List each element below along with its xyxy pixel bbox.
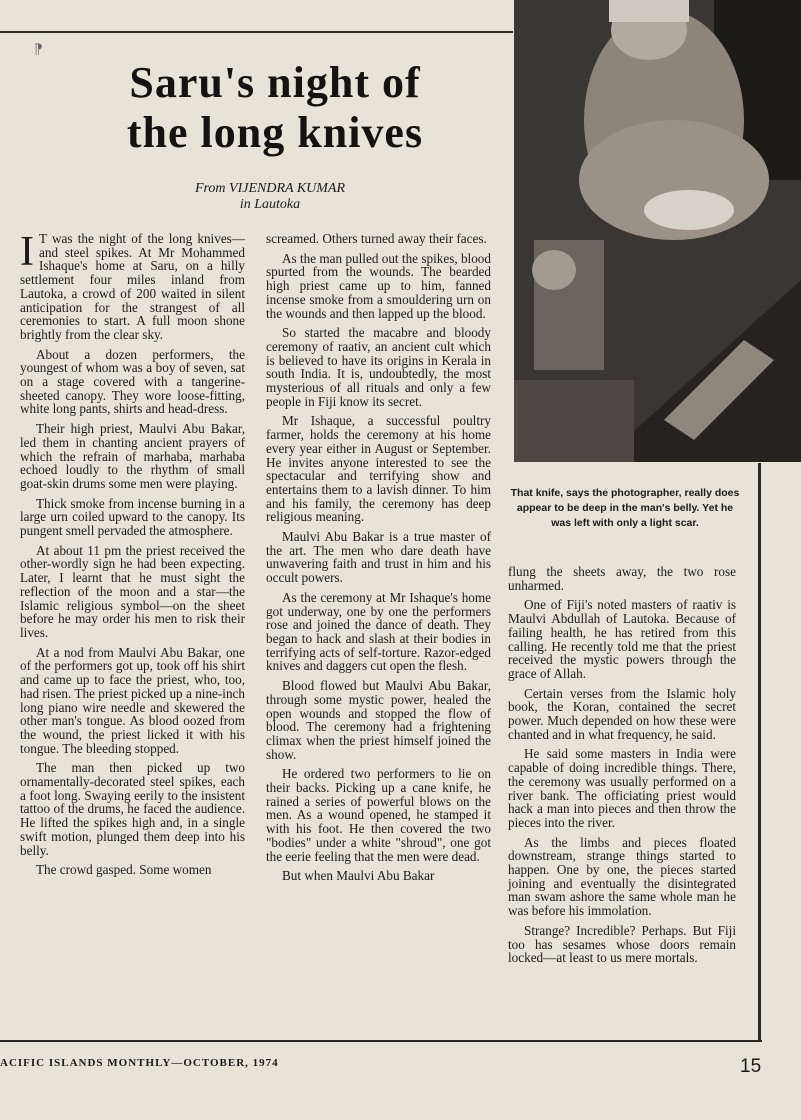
top-rule [0,31,513,33]
paragraph: The crowd gasped. Some women [36,862,212,878]
article-photo [514,0,801,462]
column-3 [508,565,736,971]
byline [160,181,380,213]
byline-place: in Lautoka [239,197,301,212]
column-2 [266,232,491,889]
publication-footer: ACIFIC ISLANDS MONTHLY—OCTOBER, 1974 [0,1057,279,1069]
article-headline [60,58,490,158]
headline-line-2: the long knives [126,108,424,157]
page-number: 15 [740,1056,762,1077]
paragraph: At about 11 pm the priest received the other-wordly sign he had been expecting. Later, I learnt that he must sight the reflection of the moon and a star—the Islamic religious symbol—on the sheet before he may order his men to risk their lives. [20,542,245,640]
paragraph: Their high priest, Maulvi Abu Bakar, led them in chanting ancient prayers of which the refrain of marhaba, marhaba echoed loudly to the rhythm of small goat-skin drums some men were playing. [20,421,245,491]
paragraph: Mr Ishaque, a successful poultry farmer, holds the ceremony at his home every year either in August or September. He invites anyone interested to see the spectacular and terrifying show and entertains them to a lavish dinner. To him and his family, the ceremony has deep religious meaning. [266,413,491,525]
bottom-rule [0,1040,762,1042]
drop-cap: I [20,229,34,275]
paragraph: As the limbs and pieces floated downstream, strange things started to happen. One by one, the pieces started joining and eventually the disintegrated man swam ashore the same whole man he was before his immolation. [508,834,736,919]
paragraph: But when Maulvi Abu Bakar [282,868,435,884]
photo-caption: That knife, says the photographer, really does appear to be deep in the man's belly. Yet he was left with only a light scar. [510,487,740,529]
paragraph: The man then picked up two ornamentally-decorated steel spikes, each a foot long. Swaying eerily to the insistent tattoo of the drums, he faced the audience. He lifted the spikes high and, in a single swift motion, plunged them deep into his belly. [20,760,245,858]
byline-author: From VIJENDRA KUMAR [194,181,346,196]
paragraph: One of Fiji's noted masters of raativ is Maulvi Abdullah of Lautoka. Because of failing health, he has retired from this calling. He recently told me that the priest received the mystic powers through the grace of Allah. [508,597,736,681]
paragraph: screamed. Others turned away their faces. [266,231,487,246]
margin-mark-icon: ⁋ [34,43,43,58]
headline-line-1: Saru's night of [129,58,421,107]
paragraph: He said some masters in India were capable of doing incredible things. There, the ceremony was usually performed on a river bank. The officiating priest would hack a man into pieces and then throw the pieces into the river. [508,746,736,830]
paragraph: At a nod from Maulvi Abu Bakar, one of the performers got up, took off his shirt and came up to face the priest, who, too, had risen. The priest picked up a nine-inch long piano wire needle and skewered the other man's tongue. As blood oozed from the wound, the priest licked it with his tongue. The bleeding stopped. [20,644,245,756]
column-divider [758,463,761,1041]
paragraph: flung the sheets away, the two rose unharmed. [508,564,736,593]
paragraph: About a dozen performers, the youngest of whom was a boy of seven, sat on a stage covered with a tangerine-sheeted canopy. They wore loose-fitting, white long pants, shirts and head-dress. [20,346,245,417]
paragraph: As the ceremony at Mr Ishaque's home got underway, one by one the performers rose and joined the dance of death. They began to hack and slash at their bodies in terrifying acts of self-torture. Razor-edged knives and daggers cut open the flesh. [266,589,491,674]
paragraph: Thick smoke from incense burning in a large urn coiled upward to the canopy. Its pungent smell pervaded the atmosphere. [20,495,245,539]
paragraph: Maulvi Abu Bakar is a true master of the art. The men who dare death have unwavering faith and trust in him and his occult powers. [266,529,491,586]
paragraph: Certain verses from the Islamic holy book, the Koran, contained the secret power. Much depended on how these were chanted and in what frequency, he said. [508,685,736,742]
paragraph: As the man pulled out the spikes, blood spurted from the wounds. The bearded high priest came up to him, fanned incense smoke from a smouldering urn on the wounds and then lapped up the blood. [266,250,491,321]
paragraph: Blood flowed but Maulvi Abu Bakar, through some mystic power, healed the open wounds and stopped the flow of blood. The ceremony had a frightening climax when the priest himself joined the show. [266,678,491,762]
paragraph: So started the macabre and bloody ceremony of raativ, an ancient cult which is believed to have its origins in Kerala in south India. It is, undoubtedly, the most mysterious of all rituals and only a few people in Fiji know its secret. [266,325,491,409]
paragraph: Strange? Incredible? Perhaps. But Fiji too has sesames whose doors remain locked—at least to us mere mortals. [508,922,736,966]
paragraph: He ordered two performers to lie on their backs. Picking up a cane knife, he rained a series of powerful blows on the men. As a wound opened, he stamped it with his foot. He then covered the two "bodies" under a white "shroud", one got the eerie feeling that the men were dead. [266,766,491,864]
paragraph [20,229,245,342]
column-1 [20,229,245,883]
photo-illustration [514,0,801,462]
paragraph-text: T was the night of the long knives—and steel spikes. At Mr Mohammed Ishaque's home at Saru, on a hilly settlement four miles inland from Lautoka, a crowd of 200 waited in silent anticipation for the strangest of all ceremonies to start. A full moon shone brightly from the clear sky. [20,231,245,342]
